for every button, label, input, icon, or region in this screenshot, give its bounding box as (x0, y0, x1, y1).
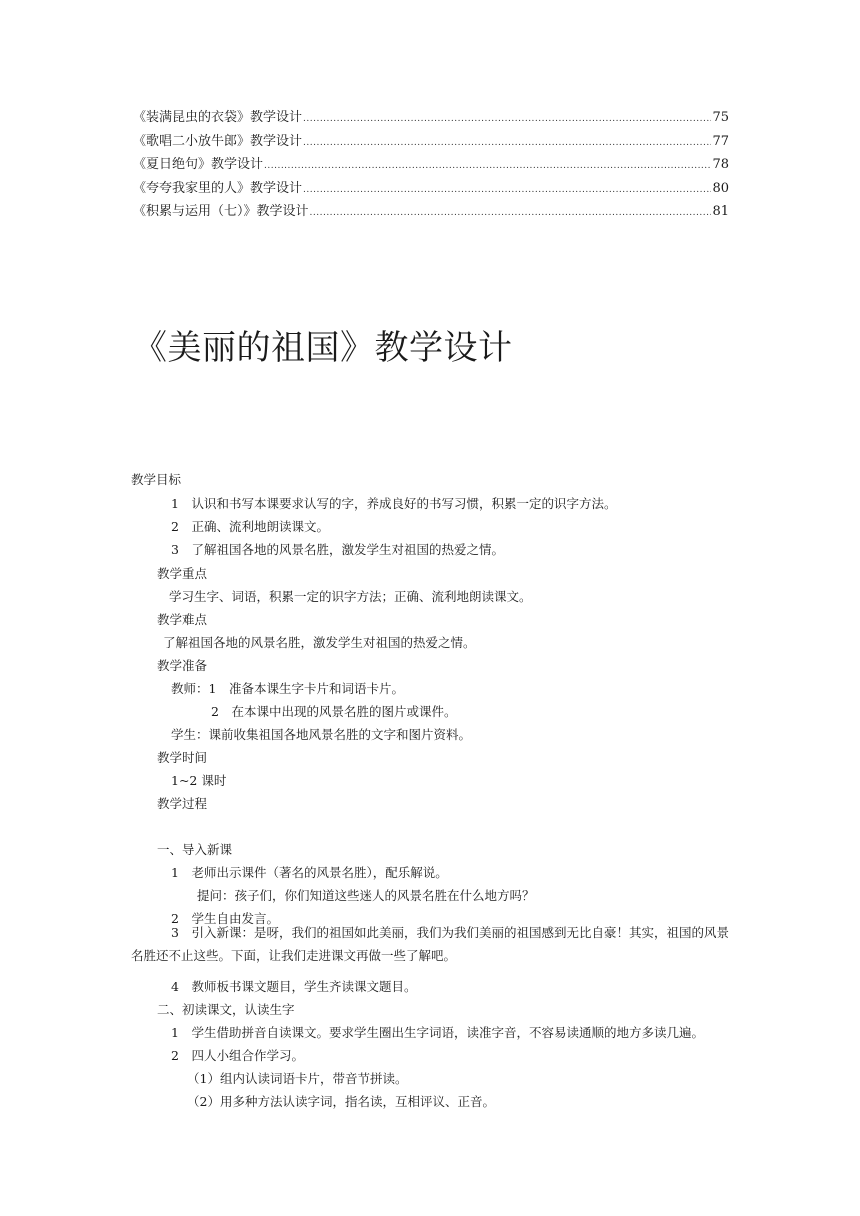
toc-entry-page: 77 (712, 133, 729, 149)
step-item: 1 老师出示课件（著名的风景名胜），配乐解说。 (171, 865, 448, 880)
toc-entry-page: 81 (712, 204, 729, 219)
section-heading-objectives: 教学目标 (131, 472, 182, 487)
section-heading-key-points: 教学重点 (157, 566, 208, 581)
preparation-teacher-item: 2 在本课中出现的风景名胜的图片或课件。 (211, 704, 457, 719)
subsection-heading-first-reading: 二、初读课文，认读生字 (157, 1002, 295, 1017)
toc-leader-dots (303, 108, 711, 132)
toc-entry[interactable] (133, 153, 729, 177)
step-item: 1 学生借助拼音自读课文。要求学生圈出生字词语，读准字音，不容易读通顺的地方多读几遍。 (171, 1025, 704, 1040)
toc-entry-page: 75 (712, 110, 729, 125)
section-heading-difficulties: 教学难点 (157, 612, 208, 627)
toc-leader-dots (303, 132, 711, 156)
time-text: 1~2 课时 (171, 773, 227, 788)
section-heading-time: 教学时间 (157, 750, 208, 765)
toc-entry-page: 80 (712, 180, 729, 196)
step-question: 提问：孩子们，你们知道这些迷人的风景名胜在什么地方吗？ (197, 888, 535, 903)
step-item: 2 四人小组合作学习。 (171, 1048, 304, 1063)
step-item-paragraph: 3 引入新课：是呀，我们的祖国如此美丽，我们为我们美丽的祖国感到无比自豪！其实，祖国的风景名胜还不止这些。下面，让我们走进课文再做一些了解吧。 (131, 925, 729, 963)
toc-entry-page: 78 (712, 157, 729, 172)
section-heading-preparation: 教学准备 (157, 658, 208, 673)
objective-item: 3 了解祖国各地的风景名胜，激发学生对祖国的热爱之情。 (171, 542, 504, 557)
key-points-text: 学习生字、词语，积累一定的识字方法；正确、流利地朗读课文。 (169, 589, 532, 604)
toc-entry[interactable] (133, 200, 729, 224)
toc-entry-title: 《装满昆虫的衣袋》教学设计 (133, 110, 303, 125)
toc-entry-title: 《积累与运用（七）》教学设计 (133, 204, 309, 219)
toc-leader-dots (303, 179, 711, 203)
step-item: 4 教师板书课文题目，学生齐读课文题目。 (171, 979, 417, 994)
toc-entry[interactable] (133, 130, 729, 154)
step-item: 2 学生自由发言。 (171, 911, 279, 926)
objective-item: 1 认识和书写本课要求认写的字，养成良好的书写习惯，积累一定的识字方法。 (171, 496, 617, 511)
sub-step-item: （1）组内认读词语卡片，带音节拼读。 (187, 1071, 408, 1086)
subsection-heading-intro: 一、导入新课 (157, 842, 233, 857)
toc-entry[interactable] (133, 106, 729, 130)
toc-leader-dots (310, 202, 712, 226)
section-heading-process: 教学过程 (157, 796, 208, 811)
table-of-contents (133, 106, 729, 224)
toc-entry-title: 《夸夸我家里的人》教学设计 (133, 180, 303, 196)
preparation-student: 学生：课前收集祖国各地风景名胜的文字和图片资料。 (171, 727, 472, 742)
preparation-teacher: 教师：1 准备本课生字卡片和词语卡片。 (171, 681, 404, 696)
toc-leader-dots (264, 155, 711, 179)
difficulties-text: 了解祖国各地的风景名胜，激发学生对祖国的热爱之情。 (163, 635, 476, 650)
objective-item: 2 正确、流利地朗读课文。 (171, 519, 329, 534)
toc-entry-title: 《歌唱二小放牛郎》教学设计 (133, 133, 303, 149)
toc-entry-title: 《夏日绝句》教学设计 (133, 157, 264, 172)
sub-step-item: （2）用多种方法认读字词，指名读，互相评议、正音。 (187, 1094, 495, 1109)
document-title: 《美丽的祖国》教学设计 (133, 328, 513, 368)
toc-entry[interactable] (133, 177, 729, 201)
